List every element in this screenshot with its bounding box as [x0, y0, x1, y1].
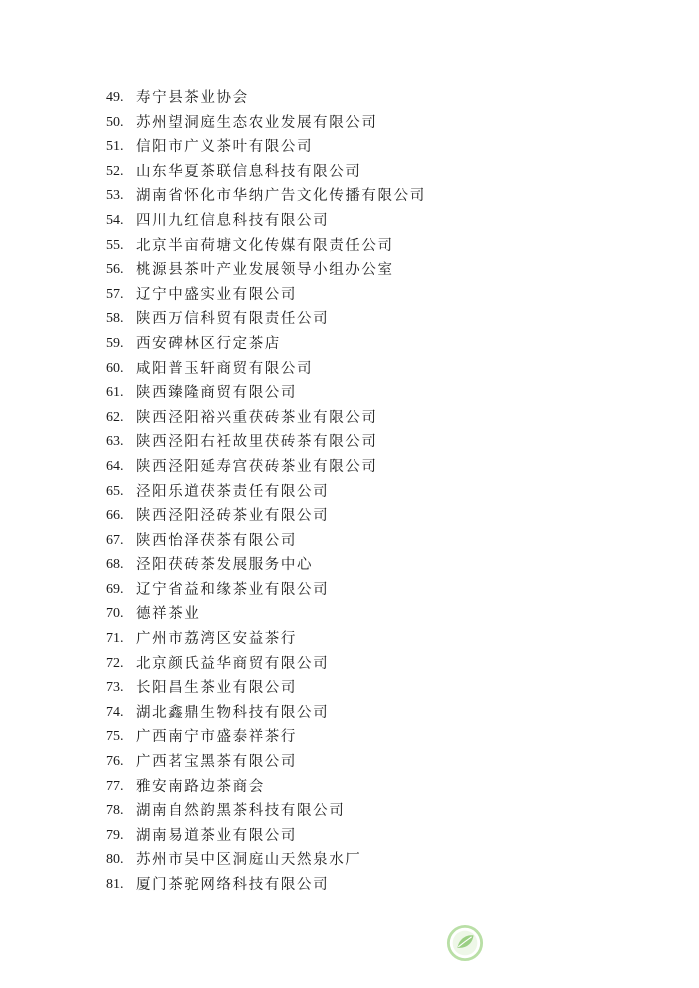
item-number: 79.: [106, 827, 124, 843]
item-number: 58.: [106, 311, 124, 327]
list-item: [106, 775, 426, 800]
organization-name: 湖南自然韵黑茶科技有限公司: [136, 803, 346, 820]
list-item: [106, 184, 426, 209]
organization-name: 陕西泾阳泾砖茶业有限公司: [136, 508, 330, 525]
list-item: [106, 873, 426, 898]
item-number: 70.: [106, 606, 124, 622]
list-item: [106, 283, 426, 308]
item-number: 67.: [106, 532, 124, 548]
organization-name: 陕西泾阳裕兴重茯砖茶业有限公司: [136, 409, 378, 426]
organization-name: 北京半亩荷塘文化传媒有限责任公司: [136, 237, 394, 254]
item-number: 66.: [106, 508, 124, 524]
item-number: 55.: [106, 237, 124, 253]
item-number: 56.: [106, 262, 124, 278]
list-item: [106, 258, 426, 283]
item-number: 59.: [106, 335, 124, 351]
item-number: 76.: [106, 754, 124, 770]
organization-name: 陕西泾阳延寿宫茯砖茶业有限公司: [136, 458, 378, 475]
list-item: [106, 848, 426, 873]
list-item: [106, 529, 426, 554]
item-number: 72.: [106, 655, 124, 671]
organization-name: 苏州望洞庭生态农业发展有限公司: [136, 114, 378, 131]
item-number: 69.: [106, 581, 124, 597]
organization-name: 德祥茶业: [136, 606, 201, 623]
list-item: [106, 307, 426, 332]
organization-name: 辽宁中盛实业有限公司: [136, 286, 297, 303]
list-item: [106, 357, 426, 382]
item-number: 57.: [106, 286, 124, 302]
item-number: 62.: [106, 409, 124, 425]
item-number: 75.: [106, 729, 124, 745]
item-number: 78.: [106, 803, 124, 819]
list-item: [106, 676, 426, 701]
list-item: [106, 234, 426, 259]
item-number: 54.: [106, 212, 124, 228]
organization-name: 广州市荔湾区安益茶行: [136, 631, 297, 648]
list-item: [106, 504, 426, 529]
item-number: 49.: [106, 90, 124, 105]
organization-name: 山东华夏茶联信息科技有限公司: [136, 163, 362, 180]
list-item: [106, 160, 426, 185]
organization-name: 湖南易道茶业有限公司: [136, 827, 297, 844]
item-number: 60.: [106, 360, 124, 376]
organization-name: 咸阳普玉轩商贸有限公司: [136, 360, 314, 377]
item-number: 71.: [106, 631, 124, 647]
item-number: 73.: [106, 680, 124, 696]
item-number: 61.: [106, 385, 124, 401]
organization-name: 泾阳茯砖茶发展服务中心: [136, 557, 314, 574]
list-item: [106, 824, 426, 849]
item-number: 53.: [106, 188, 124, 204]
organization-name: 湖北鑫鼎生物科技有限公司: [136, 704, 330, 721]
list-item: [106, 111, 426, 136]
item-number: 63.: [106, 434, 124, 450]
organization-name: 广西茗宝黑茶有限公司: [136, 754, 297, 771]
organization-name: 苏州市吴中区洞庭山天然泉水厂: [136, 852, 362, 869]
organization-name: 陕西怡泽茯茶有限公司: [136, 532, 297, 549]
organization-name: 陕西万信科贸有限责任公司: [136, 311, 330, 328]
list-item: [106, 701, 426, 726]
organization-name: 陕西臻隆商贸有限公司: [136, 385, 297, 402]
organization-name: 寿宁县茶业协会: [136, 90, 249, 106]
list-item: [106, 750, 426, 775]
organization-name: 北京颜氏益华商贸有限公司: [136, 655, 330, 672]
organization-list: [106, 86, 426, 898]
organization-name: 厦门茶驼网络科技有限公司: [136, 877, 330, 893]
list-item: [106, 430, 426, 455]
item-number: 65.: [106, 483, 124, 499]
organization-name: 广西南宁市盛泰祥茶行: [136, 729, 297, 746]
list-item: [106, 86, 426, 111]
organization-name: 信阳市广义茶叶有限公司: [136, 139, 314, 156]
item-number: 68.: [106, 557, 124, 573]
item-number: 64.: [106, 458, 124, 474]
organization-name: 辽宁省益和缘茶业有限公司: [136, 581, 330, 598]
item-number: 50.: [106, 114, 124, 130]
list-item: [106, 553, 426, 578]
organization-name: 湖南省怀化市华纳广告文化传播有限公司: [136, 188, 426, 205]
list-item: [106, 652, 426, 677]
list-item: [106, 455, 426, 480]
organization-name: 陕西泾阳右衽故里茯砖茶有限公司: [136, 434, 378, 451]
organization-name: 西安碑林区行定茶店: [136, 335, 281, 352]
organization-name: 长阳昌生茶业有限公司: [136, 680, 297, 697]
item-number: 81.: [106, 877, 124, 892]
organization-name: 泾阳乐道茯茶责任有限公司: [136, 483, 330, 500]
item-number: 74.: [106, 704, 124, 720]
list-item: [106, 406, 426, 431]
organization-name: 四川九红信息科技有限公司: [136, 212, 330, 229]
tea-leaf-logo-icon: [446, 924, 484, 962]
list-item: [106, 209, 426, 234]
list-item: [106, 332, 426, 357]
list-item: [106, 602, 426, 627]
item-number: 51.: [106, 139, 124, 155]
organization-name: 雅安南路边茶商会: [136, 778, 265, 795]
list-item: [106, 799, 426, 824]
list-item: [106, 480, 426, 505]
list-item: [106, 381, 426, 406]
item-number: 80.: [106, 852, 124, 868]
list-item: [106, 725, 426, 750]
list-item: [106, 135, 426, 160]
item-number: 52.: [106, 163, 124, 179]
organization-name: 桃源县茶叶产业发展领导小组办公室: [136, 262, 394, 279]
list-item: [106, 627, 426, 652]
item-number: 77.: [106, 778, 124, 794]
list-item: [106, 578, 426, 603]
